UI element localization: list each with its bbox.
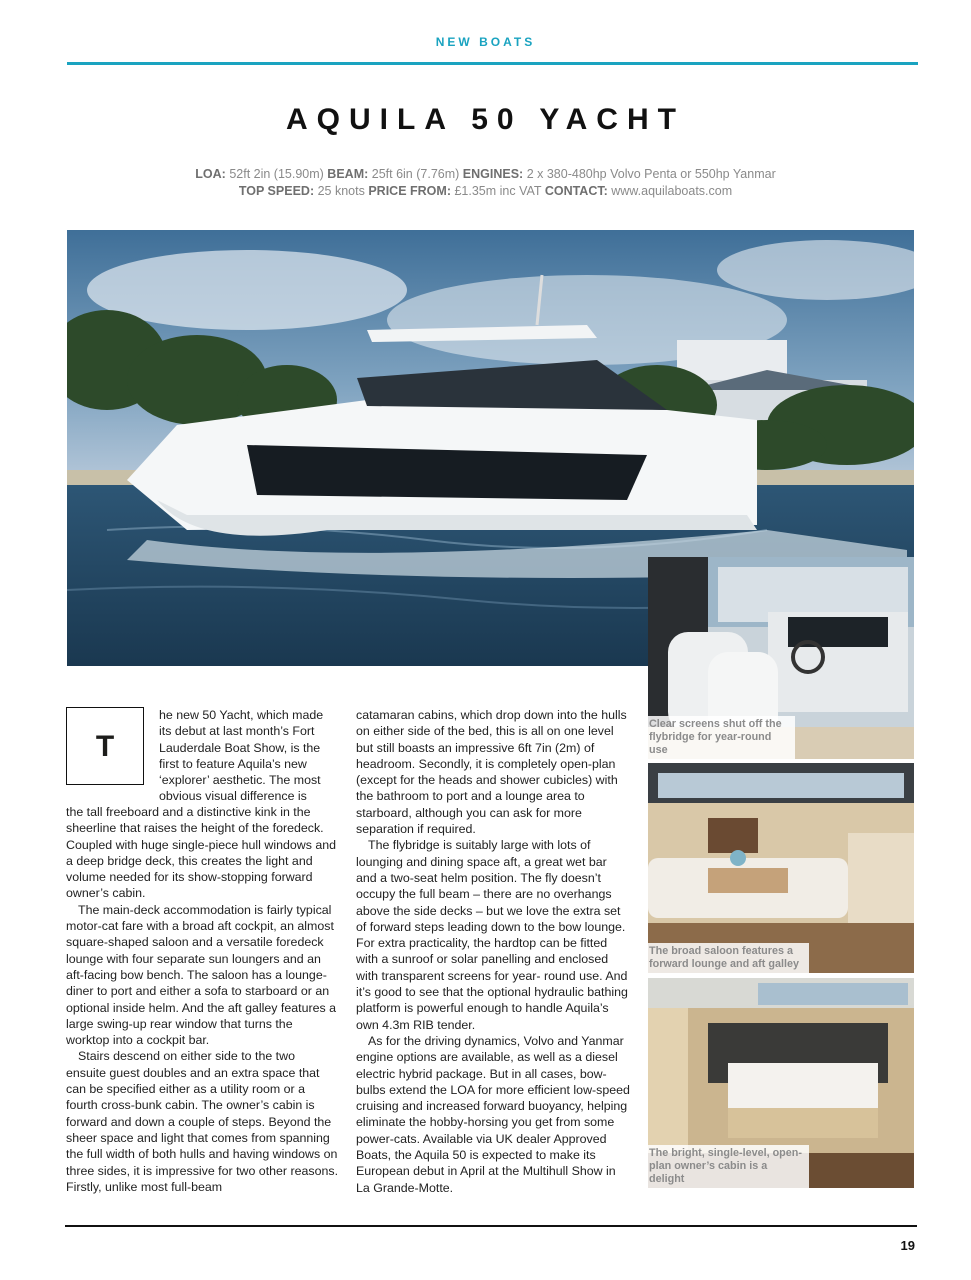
spec-line-1 — [60, 166, 911, 183]
section-kicker: NEW BOATS — [435, 35, 536, 49]
spec-value-speed: 25 knots — [317, 184, 365, 198]
cabin-photo — [648, 978, 914, 1188]
col1-paragraph-3: Stairs descend on either side to the two ensuite guest doubles and an extra space that can be specified either as a utility room or a fourth cross-bunk cabin. The owner’s cabin is forward and down a couple of steps. Beyond the sheer space and light that comes from spanning the full width of both hulls and having windows on three sides, it is impressive for two other reasons. Firstly, unlike most full-beam — [66, 1049, 339, 1194]
saloon-photo — [648, 763, 914, 973]
spec-label-loa: LOA: — [195, 167, 226, 181]
column-1 — [66, 804, 338, 1195]
col2-paragraph-3: As for the driving dynamics, Volvo and Yanmar engine options are available, as well as a diesel electric hybrid package. But in all cases, bow-bulbs extend the LOA for more efficient low-speed cruising and increased forward buoyancy, helping eliminate the hobby-horsing you get from some power-cats. Available via UK dealer Approved Boats, the Aquila 50 is expected to make its European debut in April at the Multihull Show in La Grande-Motte. — [356, 1033, 630, 1195]
col1-intro: he new 50 Yacht, which made its debut at last month’s Fort Lauderdale Boat Show, is the first to feature Aquila’s new ‘explorer’ aesthetic. The most obvious visual difference is — [159, 708, 324, 804]
col2-paragraph-1: catamaran cabins, which drop down into the hulls on either side of the bed, this is all on one level but still boasts an impressive 6ft 7in (2m) of headroom. Secondly, it is completely open-plan (except for the heads and shower cubicles) with the bathroom to port and a lounge area to starboard, although you can ask for more separation if required. — [356, 708, 627, 837]
spec-label-contact: CONTACT: — [544, 184, 608, 198]
cabin-caption: The bright, single-level, open-plan owner’s cabin is a delight — [648, 1145, 809, 1188]
intro-text — [159, 707, 331, 805]
spec-value-engines: 2 x 380-480hp Volvo Penta or 550hp Yanmar — [526, 167, 776, 181]
spec-value-beam: 25ft 6in (7.76m) — [371, 167, 460, 181]
drop-cap: T — [66, 707, 144, 785]
col2-paragraph-2: The flybridge is suitably large with lots of lounging and dining space aft, a great wet bar and a two-seat helm position. The fly doesn’t occupy the full beam – there are no overhangs above the side decks – but we love the extra set of forward steps leading down to the bow lounge. For extra practicality, the hardtop can be fitted with a sunroof or solar panelling and enclosed with transparent screens for year- round use. And it’s good to see that the optional hydraulic bathing platform is powerful enough to handle Aquila’s own 4.3m RIB tender. — [356, 838, 628, 1032]
column-2 — [356, 707, 630, 1196]
spec-value-loa: 52ft 2in (15.90m) — [229, 167, 324, 181]
spec-label-price: PRICE FROM: — [368, 184, 451, 198]
col1-paragraph-1: the tall freeboard and a distinctive kink in the sheerline that raises the height of the foredeck. Coupled with huge single-piece hull windows and a deep bridge deck, this creates the light and volume needed for its show-stopping forward owner’s cabin. — [66, 805, 337, 901]
col1-paragraph-2: The main-deck accommodation is fairly typical motor-cat fare with a broad aft cockpit, an almost square-shaped saloon and a versatile foredeck lounge with four separate sun loungers and an aft-facing bow bench. The saloon has a lounge-diner to port and either a sofa to starboard or an optional inside helm. And the aft galley features a large swing-up rear window that turns the worktop into a cockpit bar. — [66, 902, 337, 1048]
spec-box — [60, 166, 911, 200]
spec-line-2 — [60, 183, 911, 200]
page-number: 19 — [900, 1238, 915, 1253]
spec-label-engines: ENGINES: — [462, 167, 524, 181]
spec-value-price: £1.35m inc VAT — [454, 184, 542, 198]
article-title: AQUILA 50 YACHT — [286, 103, 685, 136]
spec-value-contact: www.aquilaboats.com — [611, 184, 733, 198]
spec-label-beam: BEAM: — [327, 167, 369, 181]
flybridge-caption: Clear screens shut off the flybridge for year-round use — [648, 716, 795, 759]
saloon-illustration — [648, 763, 914, 973]
spec-label-speed: TOP SPEED: — [238, 184, 315, 198]
bottom-rule — [65, 1225, 917, 1227]
flybridge-photo — [648, 557, 914, 759]
saloon-caption: The broad saloon features a forward lounge and aft galley — [648, 943, 809, 973]
top-rule — [67, 62, 918, 65]
